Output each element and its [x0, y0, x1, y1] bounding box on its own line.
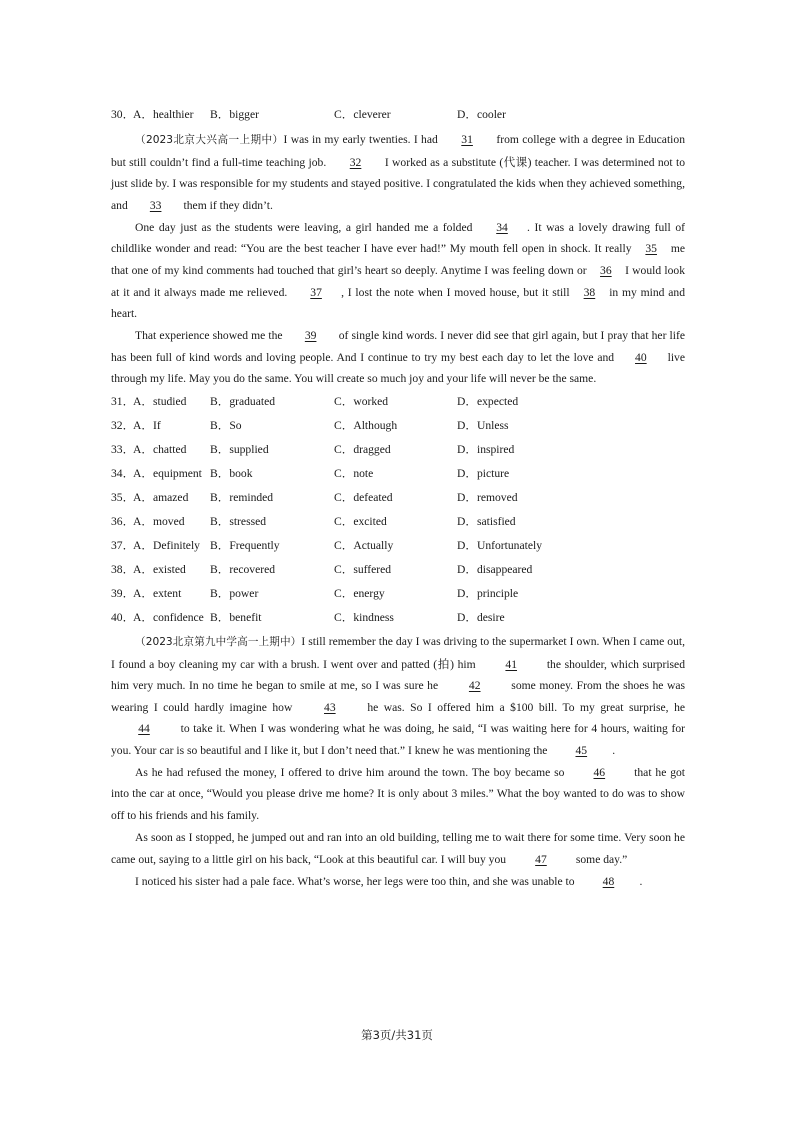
text: As soon as I stopped, he jumped out and ran into an old building, telling me to wait there for some time. Very soon he came out, saying to a little girl on his back, “Look at this beautiful car. I will buy you: [111, 831, 685, 866]
option-c: C．excited: [334, 514, 387, 528]
option-b: B．So: [210, 418, 242, 432]
option-a: A．healthier: [133, 108, 194, 121]
question-number: 32．: [111, 418, 135, 432]
text: the shoulder, which surprised him very much. In no time he began to smile at me, so I was sure he: [111, 657, 685, 693]
text: , I lost the note when I moved house, but it still: [341, 285, 574, 299]
text: I was in my early twenties. I had: [283, 133, 442, 146]
text: them if they didn’t.: [180, 198, 273, 212]
text: I still remember the day I was driving to the supermarket I own. When I came out, I found a boy cleaning my car with a brush. I went over and patted (拍) him: [111, 634, 685, 671]
text: from college with a degree in Education but still couldn’t find a full-time teaching job.: [111, 133, 685, 169]
text: I worked as a substitute (代课) teacher. I was determined not to just slide by. I was responsible for my students and stayed positive. I congratulated the kids when they achieved something, and: [111, 155, 685, 212]
blank-31: 31: [461, 133, 473, 146]
option-a: A．If: [133, 418, 161, 432]
text: to take it. When I was wondering what he was doing, he said, “I was waiting here for 4 hours, waiting for you. Your car is so beautiful and I like it, but I don’t need that.” I knew he was mentioning the: [111, 722, 685, 757]
blank-46: 46: [593, 765, 606, 779]
option-c: C．energy: [334, 586, 385, 600]
blank-48: 48: [602, 874, 615, 888]
option-b: B．Frequently: [210, 538, 280, 552]
text: One day just as the students were leaving, a girl handed me a folded: [135, 220, 478, 234]
option-b: B．reminded: [210, 490, 274, 504]
question-30-options: [111, 104, 685, 128]
option-d: D．expected: [457, 394, 519, 408]
option-b: B．bigger: [210, 108, 259, 121]
text: in my mind and heart.: [111, 285, 685, 321]
option-b: B．recovered: [210, 562, 276, 576]
text: .: [639, 874, 643, 888]
passage1-paragraph3: [111, 325, 685, 390]
option-d: D．inspired: [457, 442, 515, 456]
question-number: 39．: [111, 586, 135, 600]
blank-32: 32: [349, 155, 362, 169]
text: . It was a lovely drawing full of childlike wonder and read: “You are the best teacher I have ever had!” My mouth fell open in shock. It really: [111, 220, 685, 256]
question-options-row: [111, 487, 685, 511]
text: I noticed his sister had a pale face. What’s worse, her legs were too thin, and she was unable to: [135, 874, 578, 888]
blank-33: 33: [149, 198, 162, 212]
passage1-paragraph1: [111, 129, 685, 216]
option-d: D．disappeared: [457, 562, 533, 576]
question-number: 30．: [111, 108, 135, 121]
question-options-row: [111, 535, 685, 559]
text: some money. From the shoes he was wearing I could hardly imagine how: [111, 679, 685, 714]
blank-42: 42: [468, 679, 481, 693]
question-number: 36．: [111, 514, 135, 528]
blank-36: 36: [600, 263, 612, 277]
option-d: D．picture: [457, 466, 510, 480]
option-a: A．equipment: [133, 466, 202, 480]
option-a: A．extent: [133, 586, 182, 600]
blank-34: 34: [496, 220, 508, 234]
question-options-row: [111, 391, 685, 415]
question-number: 40．: [111, 610, 135, 624]
question-number: 35．: [111, 490, 135, 504]
passage1-paragraph2: [111, 217, 685, 325]
option-d: D．satisfied: [457, 514, 516, 528]
option-a: A．Definitely: [133, 538, 200, 552]
option-a: A．moved: [133, 514, 185, 528]
question-number: 31．: [111, 394, 135, 408]
page-footer: 第3页/共31页: [361, 1028, 433, 1042]
question-number: 38．: [111, 562, 135, 576]
text: he was. So I offered him a $100 bill. To my great surprise, he: [361, 700, 686, 714]
blank-37: 37: [310, 285, 322, 299]
text: that he got into the car at once, “Would you please drive me home? It is only about 3 miles.” What the boy wanted to do was to show off to his friends and his family.: [111, 765, 686, 823]
option-d: D．cooler: [457, 108, 506, 121]
blank-40: 40: [635, 350, 647, 364]
question-number: 34．: [111, 466, 135, 480]
option-a: A．studied: [133, 394, 187, 408]
text: me that one of my kind comments had touched that girl’s heart so deeply. Anytime I was feeling down or: [111, 242, 685, 277]
question-options-row: [111, 559, 685, 583]
option-b: B．graduated: [210, 394, 276, 408]
source-label: （2023北京大兴高一上期中）: [135, 134, 284, 146]
question-options-row: [111, 439, 685, 463]
option-c: C．Actually: [334, 538, 394, 552]
option-a: A．confidence: [133, 610, 204, 624]
passage2-paragraph2: [111, 762, 685, 827]
blank-38: 38: [583, 285, 596, 299]
option-a: A．amazed: [133, 490, 189, 504]
option-b: B．benefit: [210, 610, 262, 624]
passage2-paragraph3: [111, 827, 685, 870]
option-c: C．Although: [334, 418, 398, 432]
option-d: D．Unfortunately: [457, 538, 543, 552]
question-options-row: [111, 463, 685, 487]
option-a: A．existed: [133, 562, 186, 576]
options-list-31-40: [111, 391, 685, 631]
text: live through my life. May you do the same. You will create so much joy and your life will never be the same.: [111, 350, 685, 386]
option-c: C．cleverer: [334, 108, 391, 121]
option-d: D．principle: [457, 586, 519, 600]
text: of single kind words. I never did see that girl again, but I pray that her life has been full of kind words and loving people. And I continue to try my best each day to let the love and: [111, 329, 685, 364]
text: some day.”: [572, 852, 628, 866]
blank-35: 35: [645, 242, 657, 256]
text: As he had refused the money, I offered to drive him around the town. The boy became so: [135, 765, 569, 779]
option-d: D．removed: [457, 490, 518, 504]
question-options-row: [111, 511, 685, 535]
option-b: B．book: [210, 466, 253, 480]
option-c: C．suffered: [334, 562, 392, 576]
question-number: 37．: [111, 538, 135, 552]
question-options-row: [111, 415, 685, 439]
exam-page: [111, 104, 685, 893]
source-label: （2023北京第九中学高一上期中）: [135, 635, 302, 648]
option-c: C．dragged: [334, 442, 391, 456]
question-options-row: [111, 607, 685, 631]
option-b: B．supplied: [210, 442, 269, 456]
question-number: 33．: [111, 442, 135, 456]
blank-41: 41: [505, 657, 518, 671]
option-c: C．note: [334, 466, 374, 480]
option-c: C．kindness: [334, 610, 394, 624]
text: .: [612, 743, 616, 757]
option-d: D．desire: [457, 610, 505, 624]
option-d: D．Unless: [457, 418, 509, 432]
blank-47: 47: [535, 852, 547, 866]
option-b: B．power: [210, 586, 259, 600]
text: That experience showed me the: [135, 329, 286, 343]
passage2-paragraph4: [111, 871, 685, 893]
option-a: A．chatted: [133, 442, 187, 456]
blank-39: 39: [304, 329, 317, 343]
blank-45: 45: [575, 743, 588, 757]
passage2-paragraph1: [111, 631, 685, 762]
question-options-row: [111, 583, 685, 607]
text: I would look at it and it always made me relieved.: [111, 263, 685, 299]
blank-43: 43: [324, 700, 336, 714]
option-c: C．defeated: [334, 490, 393, 504]
option-b: B．stressed: [210, 514, 267, 528]
option-c: C．worked: [334, 394, 389, 408]
blank-44: 44: [138, 722, 150, 736]
